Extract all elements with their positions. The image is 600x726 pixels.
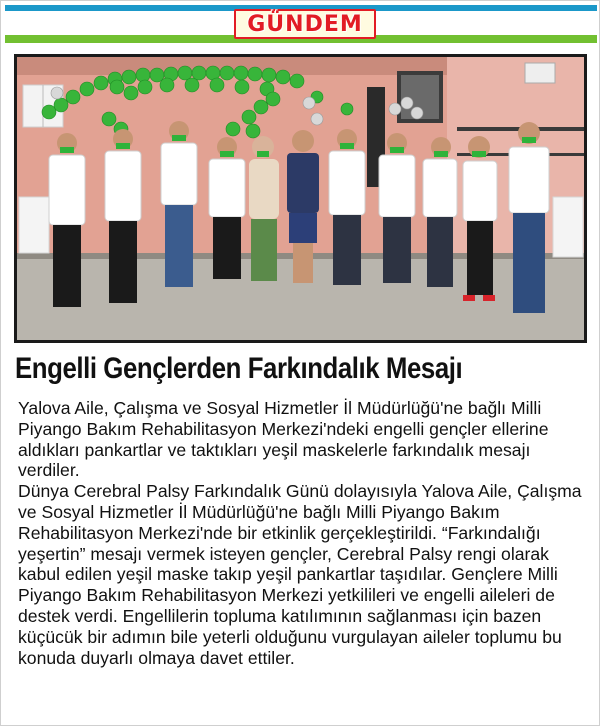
news-photo xyxy=(14,54,587,343)
chair-left xyxy=(19,197,49,253)
group-photo xyxy=(17,57,584,340)
section-banner xyxy=(5,5,597,43)
article-headline: Engelli Gençlerden Farkındalık Mesajı xyxy=(15,352,463,385)
article-body xyxy=(18,398,588,668)
chair-right xyxy=(553,197,583,257)
section-label: GÜNDEM xyxy=(234,9,376,39)
ac-unit xyxy=(525,63,555,83)
article-paragraph: Yalova Aile, Çalışma ve Sosyal Hizmetler İl Müdürlüğü'ne bağlı Milli Piyango Bakım Rehabilitasyon Merkezi'ndeki engelli gençler ellerine aldıkları pankartlar ve taktıkları yeşil maskelerle farkındalık mesajı verdiler. xyxy=(18,398,549,481)
article-paragraph: Dünya Cerebral Palsy Farkındalık Günü dolayısıyla Yalova Aile, Çalışma ve Sosyal Hizmetler İl Müdürlüğü'ne bağlı Milli Piyango Bakım Rehabilitasyon Merkezi'nde bir etkinlik gerçekleştirildi. “Farkındalığı yeşertin” mesajı vermek isteyen gençler, Cerebral Palsy rengi olarak kabul edilen yeşil maske takıp yeşil pankartlar taşıdılar. Gençlere Milli Piyango Bakım Rehabilitasyon Merkezi yetkilileri ve engelli aileleri de destek verdi. Engellilerin topluma katılımının sağlanması için bazen küçücük bir adımın bile yeterli olduğunu vurgulayan aileler toplumu bu konuda duyarlı olmaya davet ettiler. xyxy=(18,481,582,668)
